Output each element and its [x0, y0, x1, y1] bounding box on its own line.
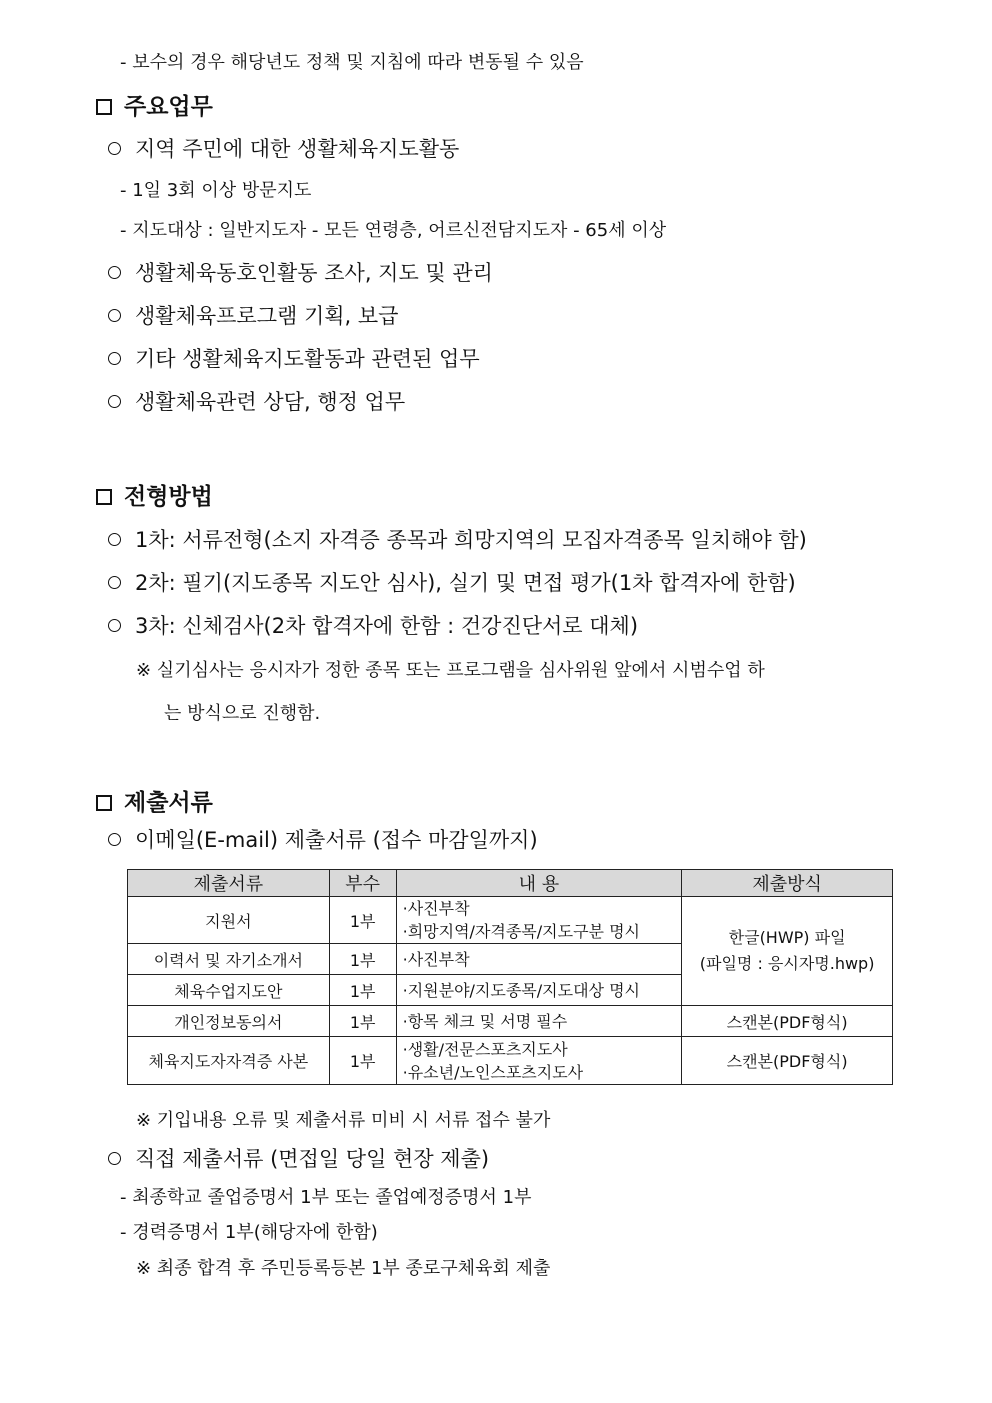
- checkbox-square-icon: [96, 99, 112, 115]
- direct-sub-item: - 최종학교 졸업증명서 1부 또는 졸업예정증명서 1부: [120, 1187, 532, 1208]
- doc-content-line: ·유소년/노인스포츠지도사: [402, 1062, 584, 1082]
- table-header-cell: 부수: [329, 870, 396, 897]
- section-heading-documents: [96, 784, 213, 817]
- doc-method-cell: 스캔본(PDF형식): [682, 1006, 893, 1037]
- doc-content-line: ·사진부착: [402, 949, 470, 969]
- table-header-cell: 제출방식: [682, 870, 893, 897]
- duty-item-text: 지역 주민에 대한 생활체육지도활동: [135, 137, 460, 161]
- doc-name-cell: 체육지도자자격증 사본: [128, 1037, 330, 1085]
- checkbox-square-icon: [96, 795, 112, 811]
- doc-count-cell: 1부: [329, 1037, 396, 1085]
- circle-bullet-icon: [108, 576, 121, 589]
- doc-method-line: 한글(HWP) 파일: [728, 928, 846, 947]
- duty-item-text: 생활체육프로그램 기획, 보급: [135, 304, 399, 328]
- email-submission-item: [108, 824, 538, 854]
- doc-content-line: ·희망지역/자격종목/지도구분 명시: [402, 922, 640, 941]
- circle-bullet-icon: [108, 266, 121, 279]
- duty-sub-item: - 지도대상 : 일반지도자 - 모든 연령층, 어르신전담지도자 - 65세 이상: [120, 220, 667, 241]
- circle-bullet-icon: [108, 533, 121, 546]
- duty-item: [108, 300, 398, 330]
- doc-content-cell: [396, 944, 682, 975]
- email-submission-text: 이메일(E-mail) 제출서류 (접수 마감일까지): [135, 828, 538, 852]
- doc-content-cell: [396, 897, 682, 944]
- table-row: [128, 1037, 893, 1085]
- doc-content-line: ·생활/전문스포츠지도사: [402, 1039, 568, 1059]
- selection-step-text: 2차: 필기(지도종목 지도안 심사), 실기 및 면접 평가(1차 합격자에 한함): [135, 571, 796, 595]
- selection-step-text: 3차: 신체검사(2차 합격자에 한함 : 건강진단서로 대체): [135, 614, 639, 638]
- duty-item-text: 생활체육관련 상담, 행정 업무: [135, 390, 406, 414]
- checkbox-square-icon: [96, 489, 112, 505]
- doc-name-cell: 개인정보동의서: [128, 1006, 330, 1037]
- table-header-cell: 내 용: [396, 870, 682, 897]
- duty-item: [108, 257, 493, 287]
- doc-method-cell: [682, 897, 893, 1006]
- circle-bullet-icon: [108, 395, 121, 408]
- circle-bullet-icon: [108, 142, 121, 155]
- selection-step: [108, 610, 638, 640]
- duty-item: [108, 343, 480, 373]
- selection-step-text: 1차: 서류전형(소지 자격증 종목과 희망지역의 모집자격종목 일치해야 함): [135, 528, 807, 552]
- direct-submission-item: [108, 1143, 489, 1173]
- circle-bullet-icon: [108, 309, 121, 322]
- doc-name-cell: 이력서 및 자기소개서: [128, 944, 330, 975]
- doc-method-line: (파일명 : 응시자명.hwp): [699, 954, 875, 973]
- selection-heading-text: 전형방법: [124, 484, 213, 510]
- doc-content-cell: [396, 975, 682, 1006]
- doc-content-line: ·항목 체크 및 서명 필수: [402, 1011, 568, 1031]
- circle-bullet-icon: [108, 352, 121, 365]
- circle-bullet-icon: [108, 619, 121, 632]
- doc-count-cell: 1부: [329, 897, 396, 944]
- documents-table: [127, 869, 893, 1085]
- table-header-row: [128, 870, 893, 897]
- direct-submission-text: 직접 제출서류 (면접일 당일 현장 제출): [135, 1147, 490, 1171]
- duty-item: [108, 386, 405, 416]
- selection-step: [108, 567, 796, 597]
- salary-note: - 보수의 경우 해당년도 정책 및 지침에 따라 변동될 수 있음: [120, 52, 584, 73]
- selection-step: [108, 524, 807, 554]
- doc-name-cell: 체육수업지도안: [128, 975, 330, 1006]
- duty-item: [108, 133, 459, 163]
- doc-content-cell: [396, 1037, 682, 1085]
- doc-name-cell: 지원서: [128, 897, 330, 944]
- section-heading-duties: [96, 88, 213, 121]
- documents-heading-text: 제출서류: [124, 790, 213, 816]
- doc-count-cell: 1부: [329, 975, 396, 1006]
- selection-note: ※ 실기심사는 응시자가 정한 종목 또는 프로그램을 심사위원 앞에서 시범수업 하: [136, 660, 765, 681]
- selection-note-continued: 는 방식으로 진행함.: [164, 703, 321, 724]
- duties-heading-text: 주요업무: [124, 94, 213, 120]
- table-header-cell: 제출서류: [128, 870, 330, 897]
- circle-bullet-icon: [108, 1152, 121, 1165]
- doc-count-cell: 1부: [329, 1006, 396, 1037]
- direct-sub-item: - 경력증명서 1부(해당자에 한함): [120, 1222, 378, 1243]
- duty-item-text: 생활체육동호인활동 조사, 지도 및 관리: [135, 261, 493, 285]
- doc-content-line: ·사진부착: [402, 899, 470, 918]
- duty-sub-item: - 1일 3회 이상 방문지도: [120, 180, 312, 201]
- doc-content-cell: [396, 1006, 682, 1037]
- doc-count-cell: 1부: [329, 944, 396, 975]
- doc-content-line: ·지원분야/지도종목/지도대상 명시: [402, 980, 640, 1000]
- doc-method-cell: 스캔본(PDF형식): [682, 1037, 893, 1085]
- table-row: [128, 1006, 893, 1037]
- final-note: ※ 최종 합격 후 주민등록등본 1부 종로구체육회 제출: [136, 1258, 551, 1279]
- table-row: [128, 897, 893, 944]
- circle-bullet-icon: [108, 833, 121, 846]
- duty-item-text: 기타 생활체육지도활동과 관련된 업무: [135, 347, 480, 371]
- table-note: ※ 기입내용 오류 및 제출서류 미비 시 서류 접수 불가: [136, 1110, 551, 1131]
- section-heading-selection: [96, 478, 213, 511]
